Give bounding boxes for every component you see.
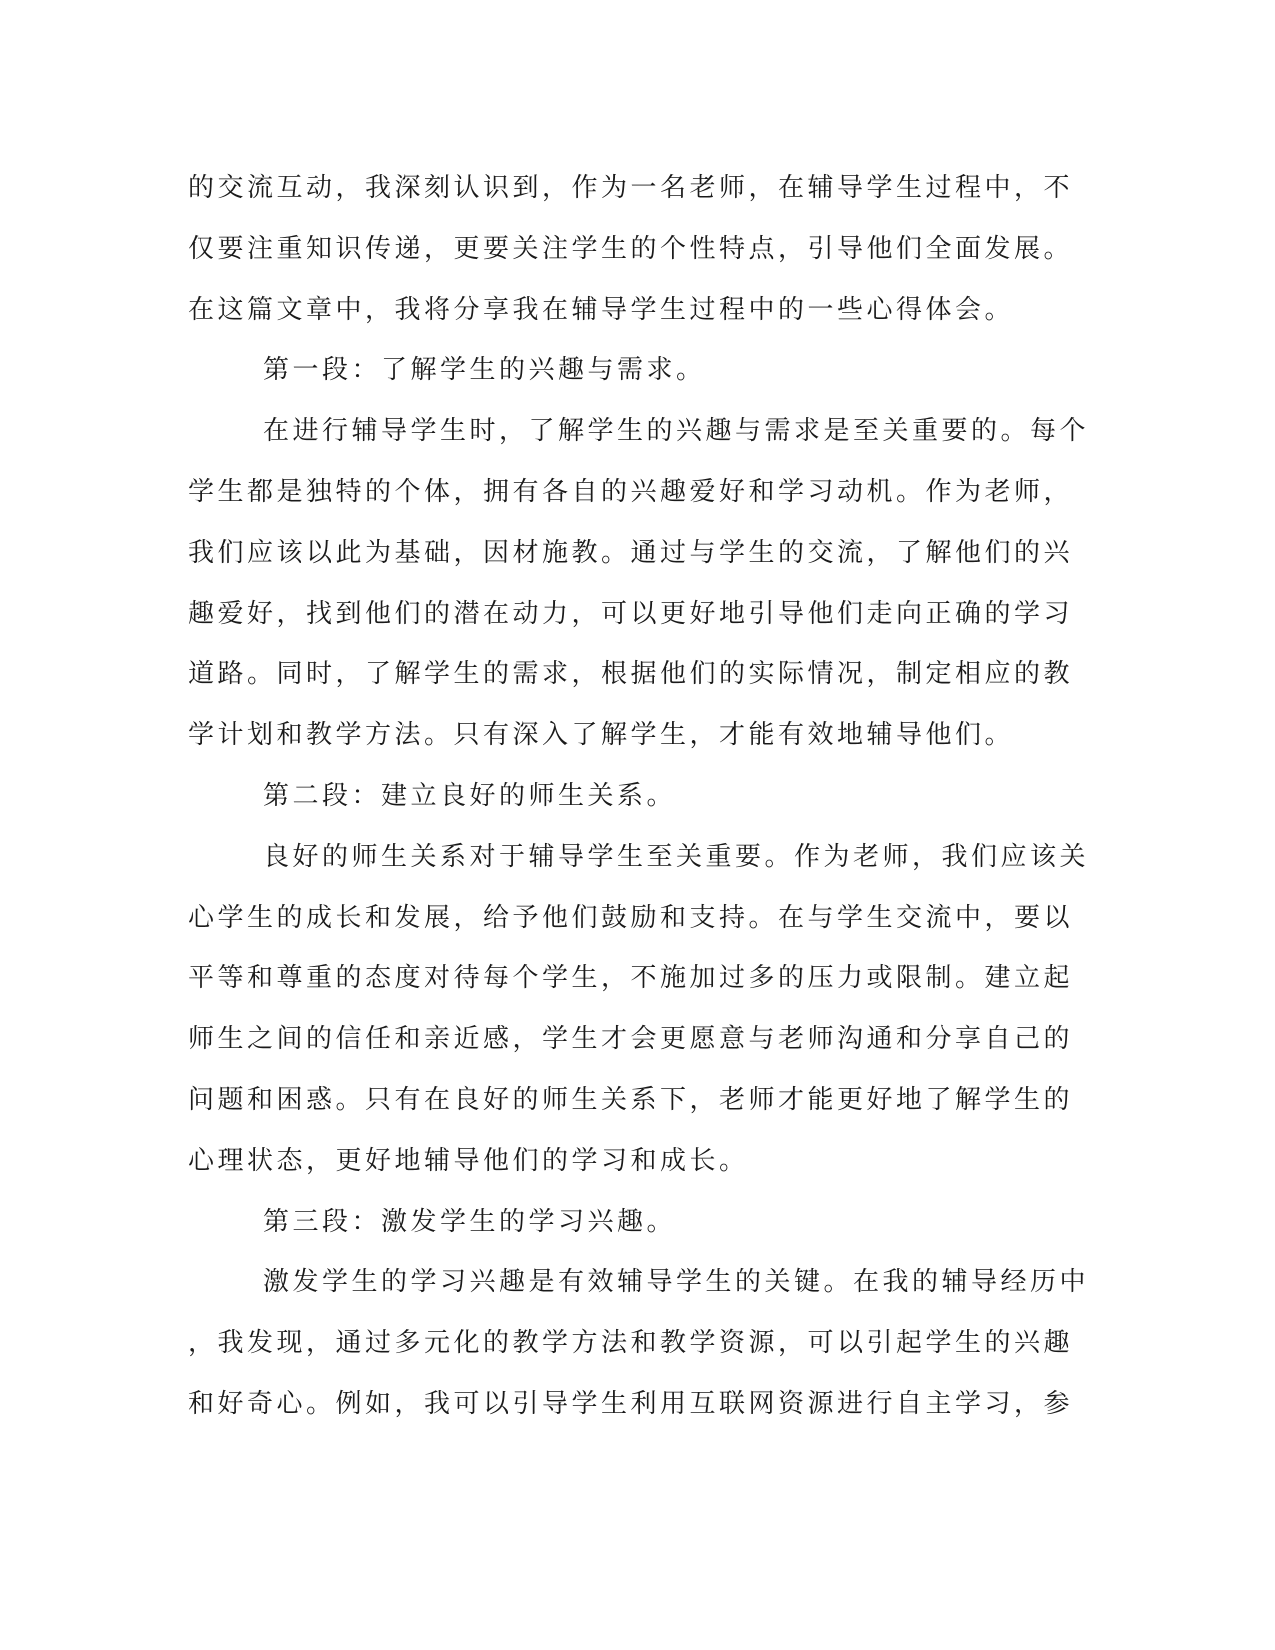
paragraph-start-line: 良好的师生关系对于辅导学生至关重要。作为老师，我们应该关 — [263, 841, 1090, 872]
text-line: 师生之间的信任和亲近感，学生才会更愿意与老师沟通和分享自己的 — [188, 1024, 1074, 1055]
text-line: 在这篇文章中，我将分享我在辅导学生过程中的一些心得体会。 — [188, 294, 1015, 325]
paragraph-start-line: 第一段：了解学生的兴趣与需求。 — [263, 355, 706, 386]
text-line: 学计划和教学方法。只有深入了解学生，才能有效地辅导他们。 — [188, 720, 1015, 751]
text-line: 和好奇心。例如，我可以引导学生利用互联网资源进行自主学习，参 — [188, 1388, 1074, 1419]
paragraph-start-line: 第三段：激发学生的学习兴趣。 — [263, 1206, 677, 1237]
text-line: 我们应该以此为基础，因材施教。通过与学生的交流，了解他们的兴 — [188, 537, 1074, 568]
text-line: 平等和尊重的态度对待每个学生，不施加过多的压力或限制。建立起 — [188, 963, 1074, 994]
text-line: 仅要注重知识传递，更要关注学生的个性特点，引导他们全面发展。 — [188, 233, 1074, 264]
text-line: 心理状态，更好地辅导他们的学习和成长。 — [188, 1145, 749, 1176]
paragraph-start-line: 激发学生的学习兴趣是有效辅导学生的关键。在我的辅导经历中 — [263, 1267, 1090, 1298]
paragraph-start-line: 在进行辅导学生时，了解学生的兴趣与需求是至关重要的。每个 — [263, 416, 1090, 447]
text-line: 问题和困惑。只有在良好的师生关系下，老师才能更好地了解学生的 — [188, 1084, 1074, 1115]
text-line: 学生都是独特的个体，拥有各自的兴趣爱好和学习动机。作为老师， — [188, 476, 1074, 507]
text-line: 道路。同时，了解学生的需求，根据他们的实际情况，制定相应的教 — [188, 659, 1074, 690]
text-line: 趣爱好，找到他们的潜在动力，可以更好地引导他们走向正确的学习 — [188, 598, 1074, 629]
document-body — [188, 158, 1088, 1435]
text-line: ，我发现，通过多元化的教学方法和教学资源，可以引起学生的兴趣 — [188, 1328, 1074, 1359]
paragraph-start-line: 第二段：建立良好的师生关系。 — [263, 780, 677, 811]
text-line: 心学生的成长和发展，给予他们鼓励和支持。在与学生交流中，要以 — [188, 902, 1074, 933]
text-line: 的交流互动，我深刻认识到，作为一名老师，在辅导学生过程中，不 — [188, 173, 1074, 203]
